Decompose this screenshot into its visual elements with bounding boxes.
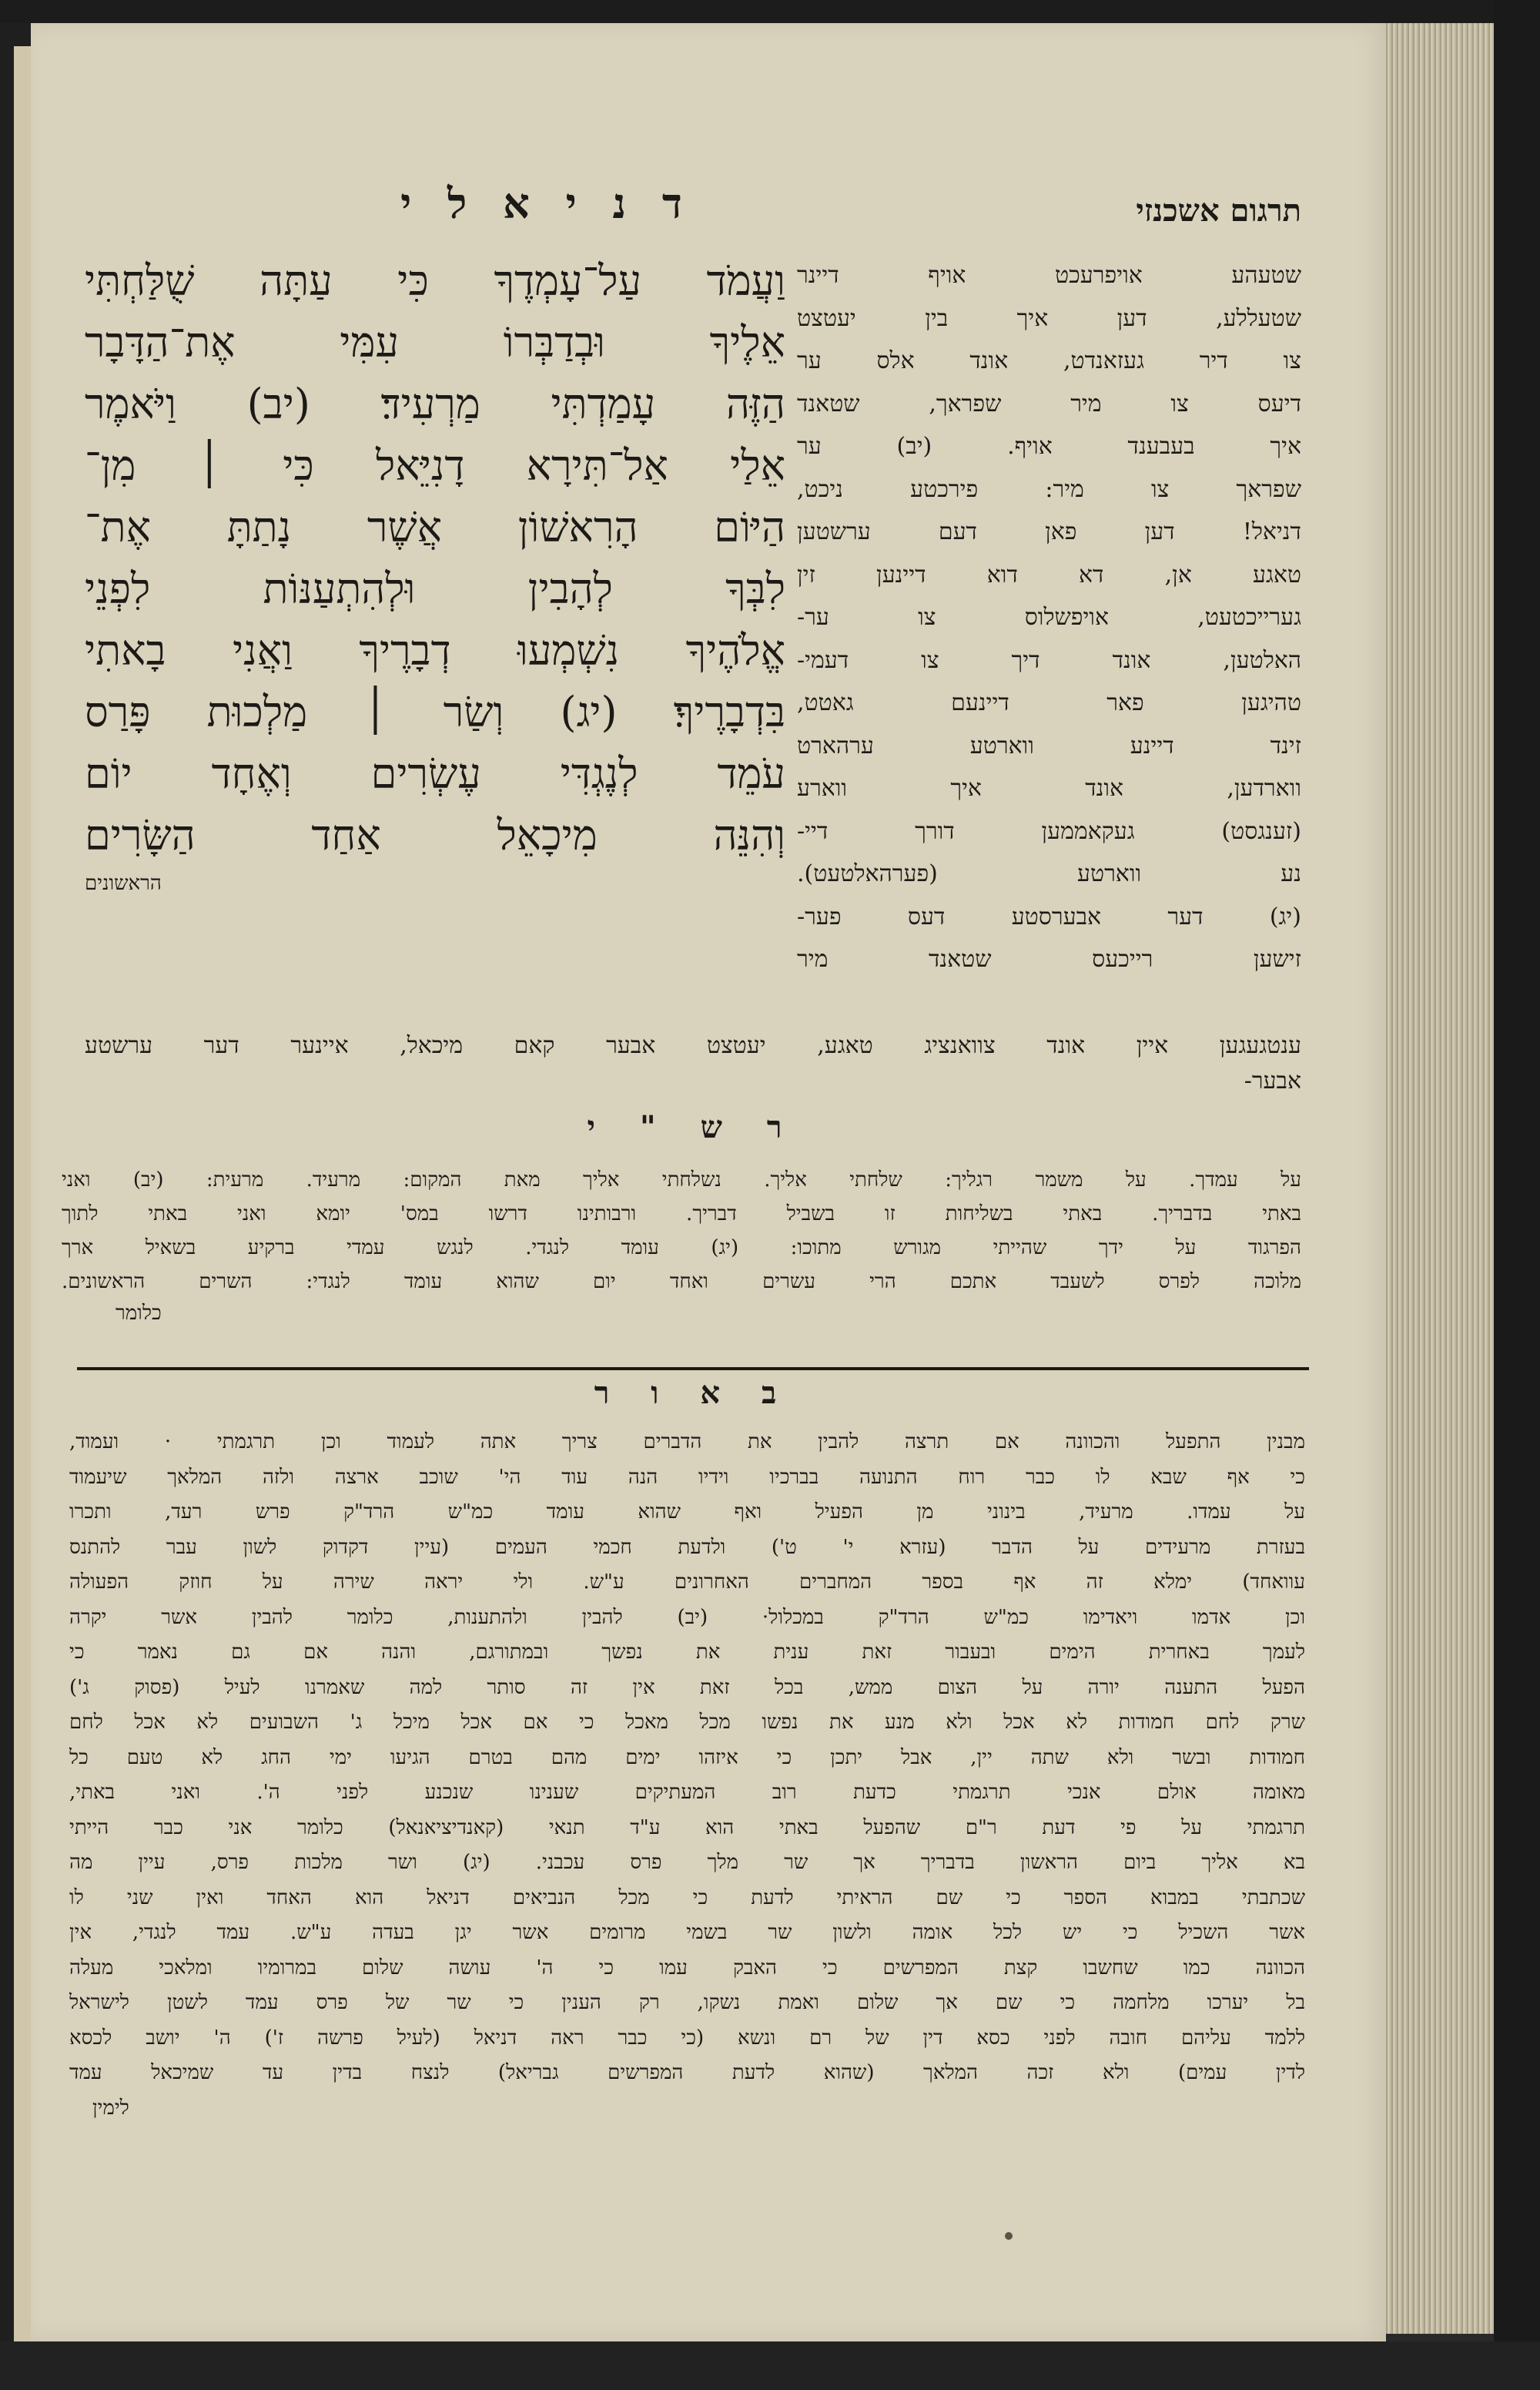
- catchword: הראשונים: [85, 872, 162, 895]
- yiddish-continuation: [85, 1028, 1301, 1099]
- yiddish-line: צו דיר געזאנדט, אונד אלס ער: [797, 347, 1301, 374]
- yiddish-line: איך בעבענד אויף. (יב) ער: [797, 433, 1301, 460]
- biur-line: הפעל התענה יורה על הצום ממש, בכל זאת אין זה סותר למה שאמרנו לעיל (פסוק ג'): [69, 1675, 1305, 1699]
- yiddish-line: דניאל! דען פאן דעם ערשטען: [797, 518, 1301, 545]
- yiddish-line: טאגע אן, דא דוא דיינען זין: [797, 561, 1301, 588]
- biur-line: ללמד עליהם חובה לפני כסא דין של רם ונשא (כי כבר ראה דניאל (לעיל פרשה ז') ה' יושב לכסא: [69, 2026, 1305, 2050]
- continuation-line: אבער-: [1244, 1068, 1301, 1094]
- biur-line: על עמדו. מרעיד, בינוני מן הפעיל ואף שהוא עומד כמ"ש הרד"ק פרש רעד, ותכרו: [69, 1500, 1305, 1523]
- yiddish-column-title: תרגום אשכנזי: [1136, 193, 1301, 229]
- section-divider: [77, 1367, 1309, 1370]
- biur-heading: ב א ו ר: [594, 1375, 792, 1411]
- scan-right-border: [1494, 0, 1540, 2390]
- biur-line: כי אף שבא לו כבר רוח התנועה בברכיו וידיו הנה עוד הי' שוכב ארצה ולזה המלאך שיעמוד: [69, 1465, 1305, 1489]
- rashi-line: על עמדך. על משמר רגליך: שלחתי אליך. נשלחתי אליך מאת המקום: מרעיד. מרעית: (יב) ואני: [62, 1168, 1301, 1192]
- rashi-line: באתי בדבריך. באתי בשליחות זו בשביל דבריך. ורבותינו דרשו במס' יומא ואני באתי לתוך: [62, 1202, 1301, 1225]
- yiddish-line: טהיגען פאר דיינעם גאטט,: [797, 689, 1301, 716]
- biur-catchword: לימין: [92, 2096, 129, 2120]
- hebrew-line: אֵלַי אַל־תִּירָא דָנִיֵּאל כִּי ׀ מִן־: [85, 441, 785, 490]
- biur-line: לדין עמים) ולא זכה המלאך (שהוא לדעת המפרשים גבריאל) לנצח בדין עד שמיכאל עמד: [69, 2061, 1305, 2084]
- scan-top-border: [0, 0, 1540, 23]
- biur-line: בא אליך ביום הראשון בדבריך אך שר מלך פרס עכבני. (יג) ושר מלכות פרס, עיין מה: [69, 1851, 1305, 1874]
- ink-speck: [1005, 2232, 1013, 2240]
- biur-line: שרק לחם חמודות לא אכל ולא מנע את נפשו מכל מאכל כי אם אכל מיכל ג' השבועים לא אכל לחם: [69, 1711, 1305, 1734]
- yiddish-line: ווארדען, אונד איך ווארע: [797, 775, 1301, 802]
- biur-line: מבנין התפעל והכוונה אם תרצה להבין את הדברים צריך אתה לעמוד וכן תרגמתי · ועמוד,: [69, 1430, 1305, 1453]
- hebrew-line: וַעֲמֹד עַל־עָמְדֶךָ כִּי עַתָּה שֻׁלַּחְתִּי: [85, 256, 785, 305]
- rashi-commentary: [62, 1163, 1301, 1328]
- biur-line: חמודות ובשר ולא שתה יין, אבל יתכן כי איזהו ימים מהם בטרם הגיעו ימי החג לא טעם כל: [69, 1745, 1305, 1769]
- continuation-line: ענטגעגען איין אונד צוואנציג טאגע, יעטצט אבער קאם מיכאל, איינער דער ערשטע: [85, 1032, 1301, 1059]
- rashi-line: מלוכה לפרס לשעבד אתכם הרי עשרים ואחד יום שהוא עומד לנגדי: השרים הראשונים.: [62, 1270, 1301, 1293]
- biur-commentary: [69, 1425, 1305, 2126]
- hebrew-line: וְהִנֵּה מִיכָאֵל אַחַד הַשָּׂרִים: [85, 811, 785, 860]
- biur-line: תרגמתי על פי דעת ר"ם שהפעל באתי הוא ע"ד תנאי (קאנדיציאנאל) כלומר אני כבר הייתי: [69, 1815, 1305, 1839]
- page-block-edges: [1386, 23, 1494, 2334]
- hebrew-line: בִּדְבָרֶיךָ׃ (יג) וְשַׂר ׀ מַלְכוּת פָּרַס: [85, 688, 785, 736]
- rashi-line: הפרגוד על ידך שהייתי מגורש מתוכו: (יג) עומד לנגדי. לנגש עמדי ברקיע בשאיל ארך: [62, 1236, 1301, 1259]
- yiddish-line: גערייכטעט, אויפשלוס צו ער-: [797, 604, 1301, 631]
- yiddish-line: שטעהע אויפרעכט אויף דיינר: [797, 262, 1301, 289]
- biur-line: הכוונה כמו שחשבו קצת המפרשים כי האבק עמו כי ה' עושה שלום במרומיו ומלאכי מעלה: [69, 1956, 1305, 1979]
- biur-line: לעמך באחרית הימים ובעבור זאת ענית את נפשך ובמתורגם, והנה אם גם נאמר כי: [69, 1641, 1305, 1664]
- rashi-heading: ר ש " י: [587, 1109, 799, 1145]
- rashi-catchword: כלומר: [116, 1302, 162, 1325]
- facing-page-edge: [14, 46, 32, 2341]
- scan-bottom-border: [0, 2341, 1540, 2390]
- yiddish-line: נע ווארטע (פערהאלטעט).: [797, 860, 1301, 887]
- hebrew-line: אֱלֹהֶיךָ נִשְׁמְעוּ דְבָרֶיךָ וַאֲנִי בָאתִי: [85, 626, 785, 675]
- hebrew-line: עֹמֵד לְנֶגְדִּי עֶשְׂרִים וְאֶחָד יוֹם: [85, 749, 785, 798]
- yiddish-line: (זענגסט) געקאממען דורך דיי-: [797, 817, 1301, 845]
- biur-line: עוואחד) ימלא זה אף בספר המחברים האחרונים ע"ש. ולי יראה שירה על חוזק הפעולה: [69, 1570, 1305, 1594]
- yiddish-line: (יג) דער אבערסטע דעס פער-: [797, 903, 1301, 930]
- biur-line: מאומה אולם אנכי תרגמתי כדעת רוב המעתיקים שענינו שנכנע לפני ה'. ואני באתי,: [69, 1781, 1305, 1804]
- hebrew-line: אֵלֶיךָ וּבְדַבְּרוֹ עִמִּי אֶת־הַדָּבָר: [85, 318, 785, 367]
- hebrew-line: הַיּוֹם הָרִאשׁוֹן אֲשֶׁר נָתַתָּ אֶת־: [85, 503, 785, 551]
- biur-line: בל יערכו מלחמה כי שם אך שלום ואמת נשקו, רק הענין כי שר של פרס עמד לשטן לישראל: [69, 1991, 1305, 2014]
- yiddish-line: דיעס צו מיר שפראך, שטאנד: [797, 390, 1301, 417]
- yiddish-line: שפראך צו מיר: פירכטע ניכט,: [797, 475, 1301, 503]
- yiddish-line: האלטען, אונד דיך צו דעמי-: [797, 646, 1301, 674]
- hebrew-line: לִבְּךָ לְהָבִין וּלְהִתְעַנּוֹת לִפְנֵי: [85, 565, 785, 613]
- biur-line: אשר השכיל כי יש לכל אומה ולשון שר בשמי מרומים אשר יגן בעדה ע"ש. עמד לנגדי, אין: [69, 1921, 1305, 1944]
- hebrew-column-title: ד נ י א ל י: [400, 179, 693, 228]
- biur-line: וכן אדמו ויאדימו כמ"ש הרד"ק במכלול· (יב) להבין ולהתענות, כלומר להבין אשר יקרה: [69, 1605, 1305, 1629]
- biur-line: בעזרת מרעידים על הדבר (עזרא י' ט') ולדעת חכמי העמים (עיין דקדוק לשון עבר להתנס: [69, 1535, 1305, 1559]
- biur-line: שכתבתי במבוא הספר כי שם הראיתי לדעת כי מכל הנביאים דניאל הוא האחד ואין שני לו: [69, 1886, 1305, 1909]
- yiddish-line: זינד דיינע ווארטע ערהארט: [797, 732, 1301, 759]
- hebrew-verse-column: [85, 250, 785, 897]
- yiddish-line: זישען רייכעס שטאנד מיר: [797, 946, 1301, 973]
- yiddish-line: שטעללע, דען איך בין יעטצט: [797, 304, 1301, 332]
- yiddish-translation-column: [797, 254, 1301, 981]
- hebrew-line: הַזֶּה עָמַדְתִּי מַרְעִיד׃ (יב) וַיֹּאמֶר: [85, 380, 785, 428]
